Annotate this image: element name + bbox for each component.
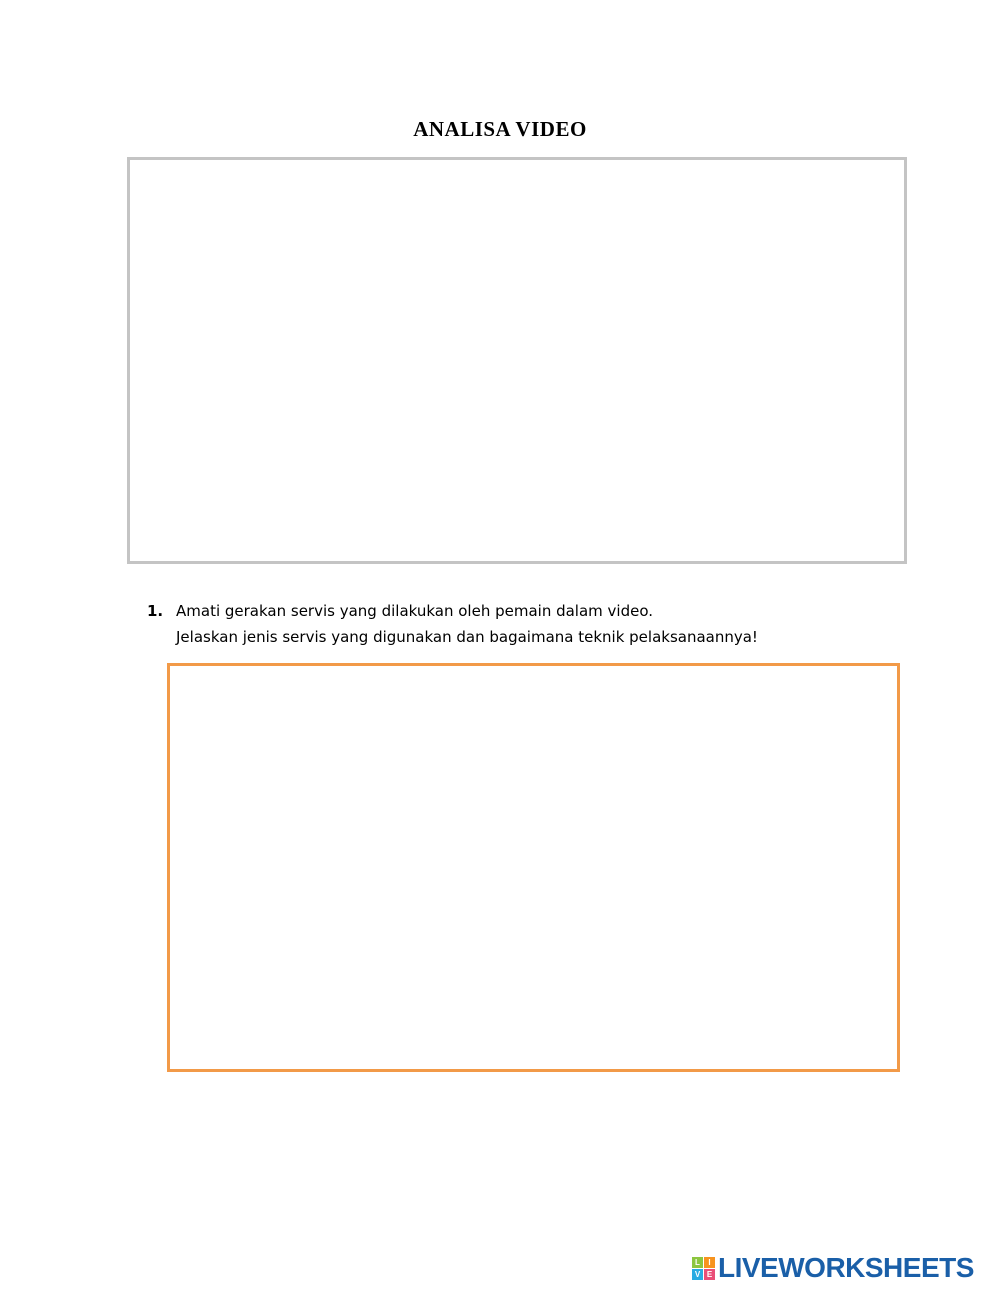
- answer-textbox[interactable]: [167, 663, 900, 1072]
- page-title: ANALISA VIDEO: [413, 117, 587, 141]
- logo-letter-l: L: [692, 1257, 703, 1268]
- question-number: 1.: [147, 602, 164, 620]
- liveworksheets-logo: [692, 1253, 974, 1283]
- question-line-2: Jelaskan jenis servis yang digunakan dan bagaimana teknik pelaksanaannya!: [176, 628, 758, 646]
- logo-letter-i: I: [704, 1257, 715, 1268]
- brand-name: LIVEWORKSHEETS: [718, 1252, 974, 1283]
- live-logo-icon: [692, 1257, 715, 1280]
- logo-letter-e: E: [704, 1269, 715, 1280]
- video-frame[interactable]: [127, 157, 907, 564]
- question-line-1: Amati gerakan servis yang dilakukan oleh pemain dalam video.: [176, 602, 654, 620]
- logo-letter-v: V: [692, 1269, 703, 1280]
- question-text: [176, 598, 758, 650]
